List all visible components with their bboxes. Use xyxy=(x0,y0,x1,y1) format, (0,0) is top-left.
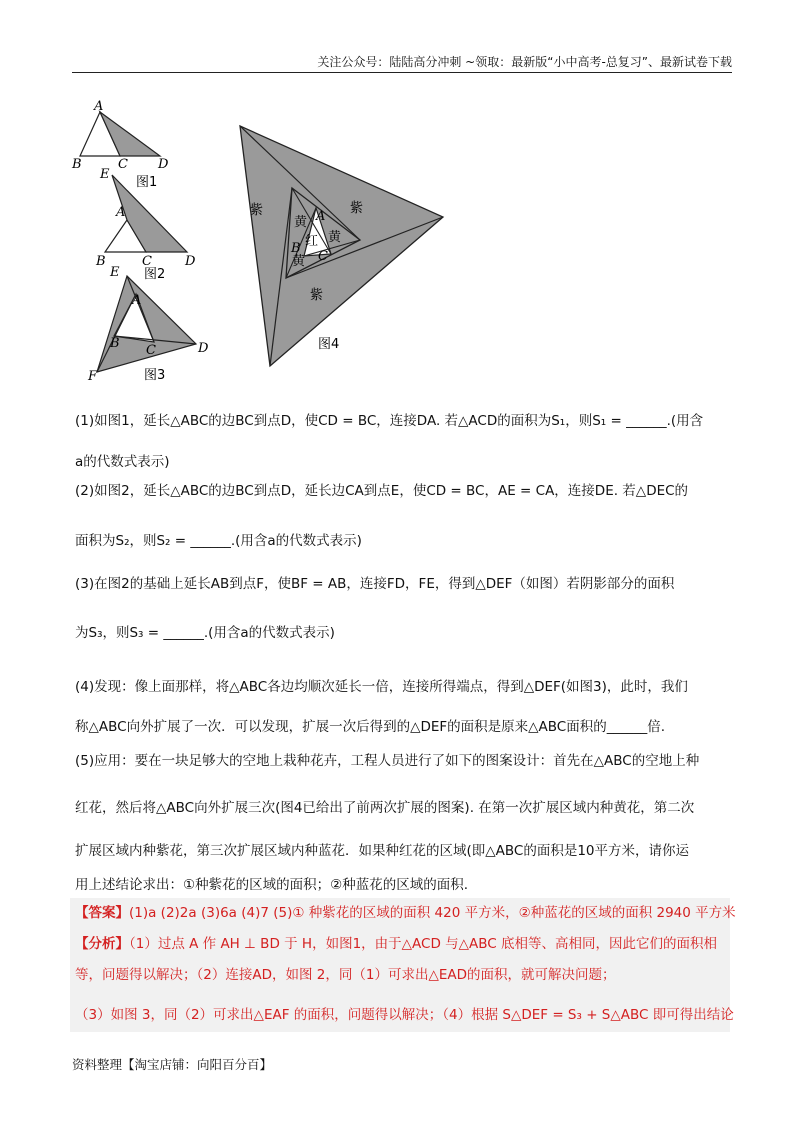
fig2-label-b: B xyxy=(96,254,106,269)
fig3-label-a: A xyxy=(132,293,142,308)
fig2-caption: 图2 xyxy=(144,267,166,282)
fig1-caption: 图1 xyxy=(136,175,158,190)
page-header xyxy=(72,52,732,73)
fig1-label-b: B xyxy=(72,157,82,172)
fig3-label-d: D xyxy=(198,341,209,356)
fig2-label-d: D xyxy=(185,254,196,269)
analysis-tag: 【分析】 xyxy=(75,936,129,952)
fig4-label-a: A xyxy=(316,209,326,224)
fig3-caption: 图3 xyxy=(144,368,166,383)
fig3-label-c: C xyxy=(146,343,156,358)
fig4-purple-right: 紫 xyxy=(350,201,364,216)
analysis-line-3: （3）如图 3，同（2）可求出△EAF 的面积，问题得以解决；（4）根据 S△DEF = S₃ + S△ABC 即可得出结论 xyxy=(75,1007,734,1023)
figure-3 xyxy=(87,265,209,384)
fig4-yellow-bottom: 黄 xyxy=(292,254,306,269)
answer-line xyxy=(75,902,735,924)
fig1-label-a: A xyxy=(94,99,104,114)
fig3-label-f: F xyxy=(88,369,98,384)
question-1-line-2: a的代数式表示) xyxy=(75,454,170,470)
question-2-line-1: (2)如图2，延长△ABC的边BC到点D，延长边CA到点E，使CD = BC，AE = CA，连接DE. 若△DEC的 xyxy=(75,483,689,499)
question-3-line-2: 为S₃，则S₃ = ______.(用含a的代数式表示) xyxy=(75,625,335,641)
fig2-label-a: A xyxy=(116,205,126,220)
fig3-label-b: B xyxy=(110,336,120,351)
question-5-line-1: (5)应用：要在一块足够大的空地上栽种花卉，工程人员进行了如下的图案设计：首先在△ABC的空地上种 xyxy=(75,753,700,769)
fig4-purple-left: 紫 xyxy=(250,203,264,218)
analysis-line-2: 等，问题得以解决；（2）连接AD，如图 2，同（1）可求出△EAD的面积，就可解决问题； xyxy=(75,967,616,983)
question-4-line-2: 称△ABC向外扩展了一次．可以发现，扩展一次后得到的△DEF的面积是原来△ABC面积的______倍. xyxy=(75,719,665,735)
figures-svg xyxy=(60,90,760,390)
fig3-label-e: E xyxy=(110,265,120,280)
fig4-red: 红 xyxy=(305,234,319,249)
question-5-line-3: 扩展区域内种紫花，第三次扩展区域内种蓝花．如果种红花的区域(即△ABC的面积是10平方米，请你运 xyxy=(75,843,690,859)
fig4-yellow-right: 黄 xyxy=(328,230,342,245)
fig2-label-e: E xyxy=(100,167,110,182)
question-3-line-1: (3)在图2的基础上延长AB到点F，使BF = AB，连接FD，FE，得到△DEF（如图）若阴影部分的面积 xyxy=(75,576,675,592)
fig1-label-c: C xyxy=(118,157,128,172)
analysis-line-1 xyxy=(75,933,735,955)
analysis-text-1: （1）过点 A 作 AH ⊥ BD 于 H，如图1，由于△ACD 与△ABC 底相等、高相同，因此它们的面积相 xyxy=(129,936,718,952)
question-5-line-2: 红花，然后将△ABC向外扩展三次(图4已给出了前两次扩展的图案). 在第一次扩展区域内种黄花，第二次 xyxy=(75,800,695,816)
fig1-label-d: D xyxy=(158,157,169,172)
fig4-purple-bottom: 紫 xyxy=(310,288,324,303)
page-footer: 资料整理【淘宝店铺：向阳百分百】 xyxy=(72,1057,273,1072)
header-text: 关注公众号：陆陆高分冲刺 ~领取：最新版“小中高考-总复习”、最新试卷下载 xyxy=(317,55,732,69)
fig4-caption: 图4 xyxy=(318,337,340,352)
fig2-label-c: C xyxy=(142,254,152,269)
figure-4 xyxy=(240,126,443,366)
answer-tag: 【答案】 xyxy=(75,905,129,921)
figure-1 xyxy=(71,99,169,190)
fig4-label-c: C xyxy=(318,249,328,264)
fig4-yellow-top: 黄 xyxy=(294,215,308,230)
question-5-line-4: 用上述结论求出：①种紫花的区域的面积；②种蓝花的区域的面积. xyxy=(75,877,468,893)
figures-area xyxy=(60,90,760,390)
question-2-line-2: 面积为S₂，则S₂ = ______.(用含a的代数式表示) xyxy=(75,533,362,549)
answer-text: (1)a (2)2a (3)6a (4)7 (5)① 种紫花的区域的面积 420 平方米，②种蓝花的区域的面积 2940 平方米 xyxy=(129,905,736,921)
question-1-line-1: (1)如图1，延长△ABC的边BC到点D，使CD = BC，连接DA. 若△ACD的面积为S₁，则S₁ = ______.(用含 xyxy=(75,413,704,429)
fig4-label-b: B xyxy=(291,241,301,256)
question-4-line-1: (4)发现：像上面那样，将△ABC各边均顺次延长一倍，连接所得端点，得到△DEF(如图3)，此时，我们 xyxy=(75,679,688,695)
